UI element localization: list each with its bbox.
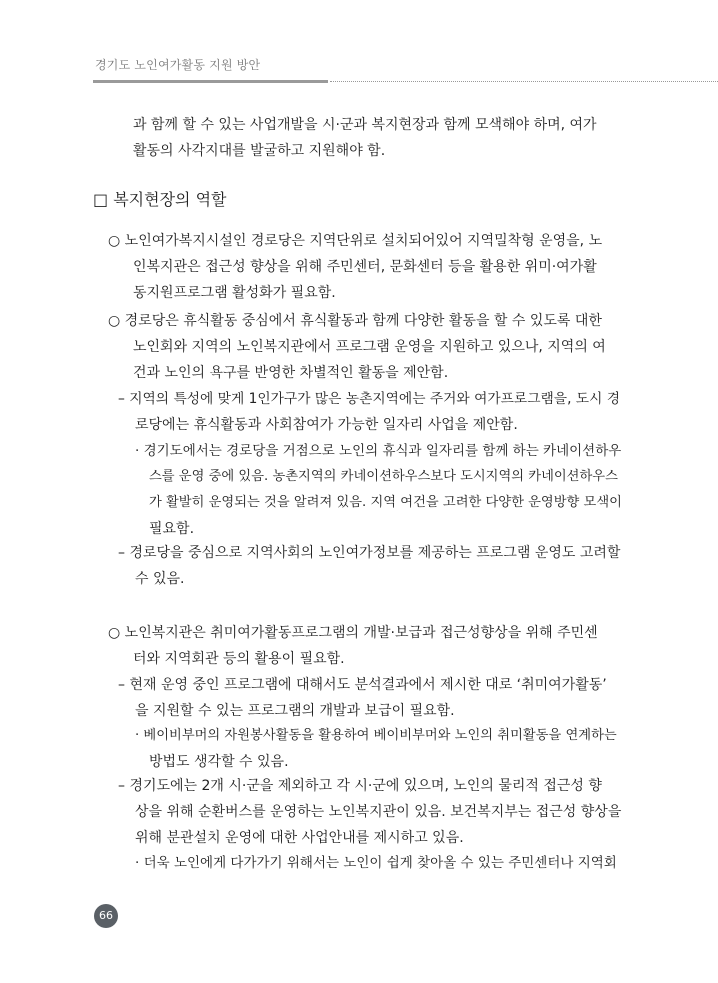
bullet-circle-line: ○ 노인여가복지시설인 경로당은 지역단위로 설치되어있어 지역밀착형 운영을, 노 <box>108 233 603 249</box>
paragraph-line: 을 지원할 수 있는 프로그램의 개발과 보급이 필요함. <box>135 703 455 719</box>
paragraph-line: 방법도 생각할 수 있음. <box>149 754 289 770</box>
bullet-circle-line: ○ 노인복지관은 취미여가활동프로그램의 개발·보급과 접근성향상을 위해 주민센 <box>108 625 598 641</box>
paragraph-line: 상을 위해 순환버스를 운영하는 노인복지관이 있음. 보건복지부는 접근성 향상을 <box>135 804 622 820</box>
paragraph-line: 로당에는 휴식활동과 사회참여가 가능한 일자리 사업을 제안함. <box>135 417 518 433</box>
bullet-circle-line: ○ 경로당은 휴식활동 중심에서 휴식활동과 함께 다양한 활동을 할 수 있도록 대한 <box>108 313 602 329</box>
paragraph-line: 인복지관은 접근성 향상을 위해 주민센터, 문화센터 등을 활용한 위미·여가활 <box>133 259 597 275</box>
paragraph-line: 스를 운영 중에 있음. 농촌지역의 카네이션하우스보다 도시지역의 카네이션하우스 <box>149 469 618 484</box>
bullet-dot-line: · 베이비부머의 자원봉사활동을 활용하여 베이비부머와 노인의 취미활동을 연계하는 <box>135 728 617 743</box>
bullet-dash-line: – 경로당을 중심으로 지역사회의 노인여가정보를 제공하는 프로그램 운영도 고려할 <box>118 545 621 561</box>
bullet-dash-line: – 현재 운영 중인 프로그램에 대해서도 분석결과에서 제시한 대로 ‘취미여가활동’ <box>118 677 607 693</box>
paragraph-line: 과 함께 할 수 있는 사업개발을 시·군과 복지현장과 함께 모색해야 하며, 여가 <box>133 117 597 133</box>
paragraph-line: 수 있음. <box>135 571 185 587</box>
paragraph-line: 동지원프로그램 활성화가 필요함. <box>133 285 336 301</box>
paragraph-line: 활동의 사각지대를 발굴하고 지원해야 함. <box>133 143 386 159</box>
paragraph-line: 터와 지역회관 등의 활용이 필요함. <box>133 651 345 667</box>
bullet-dash-line: – 경기도에는 2개 시·군을 제외하고 각 시·군에 있으며, 노인의 물리적 접근성 향 <box>118 778 602 794</box>
paragraph-line: 가 활발히 운영되는 것을 알려져 있음. 지역 여건을 고려한 다양한 운영방향 모색이 <box>149 495 622 510</box>
paragraph-line: 위해 분관설치 운영에 대한 사업안내를 제시하고 있음. <box>135 830 464 846</box>
page-number-badge: 66 <box>94 904 118 928</box>
section-heading: □ 복지현장의 역할 <box>93 190 227 209</box>
running-header: 경기도 노인여가활동 지원 방안 <box>95 58 261 72</box>
header-rule <box>93 80 328 83</box>
bullet-dash-line: – 지역의 특성에 맞게 1인가구가 많은 농촌지역에는 주거와 여가프로그램을, 도시 경 <box>118 391 621 407</box>
header-dotted-rule <box>330 81 718 82</box>
paragraph-line: 필요함. <box>149 521 195 537</box>
paragraph-line: 건과 노인의 욕구를 반영한 차별적인 활동을 제안함. <box>133 365 449 381</box>
bullet-dot-line: · 경기도에서는 경로당을 거점으로 노인의 휴식과 일자리를 함께 하는 카네이션하우 <box>135 443 622 459</box>
paragraph-line: 노인회와 지역의 노인복지관에서 프로그램 운영을 지원하고 있으나, 지역의 여 <box>133 339 606 355</box>
bullet-dot-line: · 더욱 노인에게 다가가기 위해서는 노인이 쉽게 찾아올 수 있는 주민센터나 지역회 <box>135 855 617 871</box>
